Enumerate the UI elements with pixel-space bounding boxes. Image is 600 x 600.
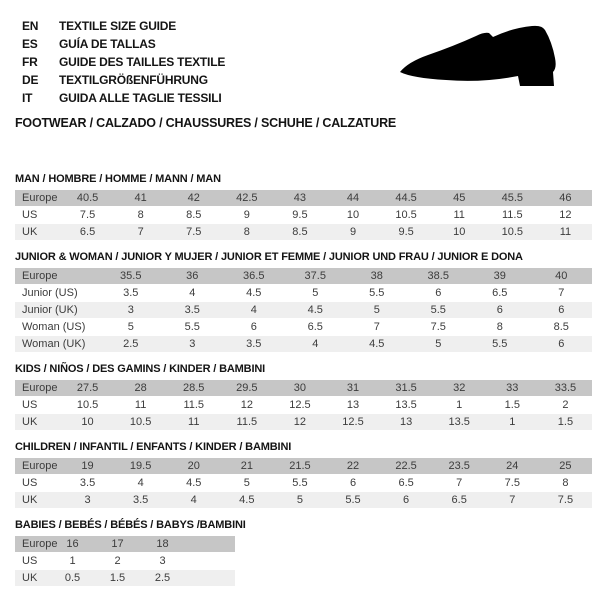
size-cell: 9 — [349, 226, 357, 238]
size-cell: 44 — [346, 192, 360, 204]
size-cell: 45.5 — [501, 192, 523, 204]
size-cell: 6 — [558, 304, 565, 316]
size-cell: 10.5 — [395, 209, 417, 221]
size-cell: 20 — [187, 460, 200, 472]
size-cell: 3.5 — [246, 338, 262, 350]
section-title: KIDS / NIÑOS / DES GAMINS / KINDER / BAMBINI — [15, 363, 266, 375]
size-cell: 2.5 — [123, 338, 139, 350]
document-header — [0, 0, 600, 130]
size-cell: 5.5 — [430, 304, 446, 316]
row-label: US — [22, 209, 38, 221]
size-cell: 4.5 — [239, 494, 255, 506]
table-body — [15, 268, 592, 352]
table-row — [15, 553, 235, 569]
size-cell: 8.5 — [292, 226, 308, 238]
size-cell: 5.5 — [184, 321, 200, 333]
size-cell: 12 — [293, 416, 307, 428]
size-cell: 36 — [186, 270, 199, 282]
language-code: IT — [22, 91, 33, 105]
size-table — [15, 379, 592, 431]
row-label: Europe — [22, 460, 58, 472]
size-cell: 4 — [189, 287, 196, 299]
size-cell: 5 — [243, 477, 250, 489]
size-cell: 5 — [296, 494, 303, 506]
size-cell: 36.5 — [243, 270, 265, 282]
size-cell: 35.5 — [120, 270, 142, 282]
size-cell: 7 — [456, 477, 463, 489]
size-cell: 29.5 — [236, 382, 258, 394]
size-cell: 10 — [346, 209, 360, 221]
tables — [0, 174, 600, 587]
size-cell: 31.5 — [395, 382, 417, 394]
size-cell: 38 — [370, 270, 383, 282]
table-row — [15, 570, 235, 586]
size-cell: 18 — [156, 538, 169, 550]
size-table — [15, 267, 592, 353]
size-cell: 11.5 — [502, 209, 523, 221]
size-cell: 8 — [496, 321, 503, 333]
size-cell: 33.5 — [554, 382, 577, 394]
language-code: ES — [22, 37, 38, 51]
size-cell: 13 — [346, 399, 360, 411]
size-cell: 3 — [189, 338, 196, 350]
size-cell: 42 — [187, 192, 200, 204]
size-cell: 1 — [456, 399, 463, 411]
size-cell: 10.5 — [129, 416, 152, 428]
size-cell: 2 — [114, 555, 121, 567]
size-cell: 8 — [137, 209, 144, 221]
table-row — [15, 536, 235, 552]
size-cell: 41 — [134, 192, 147, 204]
size-cell: 7.5 — [557, 494, 574, 506]
size-cell: 4.5 — [369, 338, 385, 350]
size-cell: 11.5 — [183, 399, 205, 411]
size-cell: 37.5 — [304, 270, 326, 282]
size-cell: 4 — [190, 494, 197, 506]
language-title: TEXTILE SIZE GUIDE — [59, 19, 177, 33]
size-cell: 6 — [558, 338, 565, 350]
size-cell: 13.5 — [448, 416, 470, 428]
size-cell: 1 — [69, 555, 76, 567]
row-label: Europe — [22, 192, 58, 204]
row-label: Woman (US) — [22, 321, 86, 333]
language-code: EN — [22, 19, 39, 33]
size-cell: 6.5 — [492, 287, 508, 299]
size-cell: 3.5 — [123, 287, 139, 299]
size-cell: 7 — [509, 494, 516, 506]
size-cell: 3.5 — [79, 477, 96, 489]
size-cell: 12.5 — [342, 416, 364, 428]
size-cell: 1.5 — [504, 399, 520, 411]
size-cell: 1 — [509, 416, 516, 428]
size-cell: 8 — [562, 477, 569, 489]
size-cell: 8.5 — [553, 321, 569, 333]
size-cell: 4.5 — [307, 304, 323, 316]
language-title: GUÍA DE TALLAS — [59, 37, 156, 51]
size-cell: 40.5 — [76, 192, 99, 204]
size-cell: 3 — [84, 494, 91, 506]
size-cell: 5.5 — [292, 477, 308, 489]
category-title: FOOTWEAR / CALZADO / CHAUSSURES / SCHUHE / CALZATURE — [15, 116, 397, 130]
size-cell: 32 — [453, 382, 466, 394]
size-cell: 6 — [435, 287, 442, 299]
size-cell: 3.5 — [184, 304, 200, 316]
size-cell: 13.5 — [395, 399, 417, 411]
size-cell: 8.5 — [186, 209, 202, 221]
size-cell: 27.5 — [76, 382, 99, 394]
row-label: US — [22, 477, 38, 489]
size-cell: 10.5 — [501, 226, 523, 238]
size-cell: 3 — [127, 304, 134, 316]
row-label: Europe — [22, 382, 58, 394]
size-cell: 2 — [562, 399, 569, 411]
size-cell: 16 — [66, 538, 79, 550]
language-code: DE — [22, 73, 39, 87]
language-code: FR — [22, 55, 38, 69]
size-cell: 6.5 — [451, 494, 467, 506]
table-body — [15, 536, 235, 586]
size-cell: 19.5 — [129, 460, 152, 472]
size-cell: 6 — [250, 321, 257, 333]
size-table-section — [15, 174, 585, 241]
table-body — [15, 380, 592, 430]
size-table-section — [15, 520, 585, 587]
size-cell: 17 — [111, 538, 124, 550]
size-cell: 5 — [435, 338, 442, 350]
size-cell: 9 — [243, 209, 250, 221]
language-title: TEXTILGRÖßENFÜHRUNG — [59, 73, 208, 87]
table-row — [15, 302, 592, 318]
table-body — [15, 458, 592, 508]
size-cell: 5.5 — [369, 287, 385, 299]
row-label: Woman (UK) — [22, 338, 86, 350]
size-cell: 6.5 — [307, 321, 323, 333]
size-cell: 7.5 — [186, 226, 202, 238]
size-cell: 11 — [559, 226, 572, 238]
size-cell: 44.5 — [395, 192, 417, 204]
size-cell: 40 — [555, 270, 568, 282]
size-cell: 5.5 — [492, 338, 508, 350]
language-title: GUIDE DES TAILLES TEXTILE — [59, 55, 226, 69]
spacer-cell — [185, 536, 235, 552]
size-cell: 38.5 — [427, 270, 449, 282]
size-cell: 1.5 — [109, 572, 126, 584]
shoe-icon — [392, 20, 582, 100]
size-cell: 12 — [559, 209, 572, 221]
size-cell: 30 — [293, 382, 307, 394]
row-label: US — [22, 399, 38, 411]
size-cell: 5 — [127, 321, 134, 333]
size-cell: 6 — [403, 494, 410, 506]
size-cell: 28.5 — [183, 382, 205, 394]
size-cell: 10.5 — [76, 399, 99, 411]
size-cell: 4 — [250, 304, 257, 316]
size-cell: 25 — [559, 460, 572, 472]
section-title: BABIES / BEBÉS / BÉBÉS / BABYS /BAMBINI — [15, 519, 246, 531]
size-cell: 19 — [81, 460, 94, 472]
size-cell: 11 — [134, 399, 147, 411]
size-cell: 42.5 — [236, 192, 258, 204]
size-cell: 12.5 — [289, 399, 311, 411]
size-cell: 45 — [453, 192, 466, 204]
size-cell: 24 — [506, 460, 519, 472]
size-cell: 5 — [373, 304, 380, 316]
size-cell: 4.5 — [246, 287, 262, 299]
size-cell: 4 — [312, 338, 319, 350]
size-cell: 6.5 — [79, 226, 96, 238]
table-row — [15, 336, 592, 352]
size-cell: 8 — [243, 226, 250, 238]
table-row — [15, 285, 592, 301]
size-cell: 6.5 — [398, 477, 414, 489]
row-label: US — [22, 555, 38, 567]
size-cell: 33 — [506, 382, 519, 394]
size-table — [15, 189, 592, 241]
size-cell: 3.5 — [132, 494, 149, 506]
size-cell: 7 — [137, 226, 144, 238]
section-title: JUNIOR & WOMAN / JUNIOR Y MUJER / JUNIOR ET FEMME / JUNIOR UND FRAU / JUNIOR E DONA — [15, 251, 523, 263]
row-label: UK — [22, 494, 38, 506]
size-cell: 46 — [559, 192, 572, 204]
size-cell: 9.5 — [292, 209, 308, 221]
table-row — [15, 414, 592, 430]
size-cell: 6 — [349, 477, 357, 489]
row-label: UK — [22, 572, 38, 584]
size-table-section — [15, 364, 585, 431]
size-cell: 7.5 — [430, 321, 446, 333]
size-table — [15, 457, 592, 509]
table-row — [15, 268, 592, 284]
language-title: GUIDA ALLE TAGLIE TESSILI — [59, 91, 222, 105]
size-cell: 7.5 — [504, 477, 520, 489]
size-table — [15, 535, 235, 587]
row-label: Junior (UK) — [22, 304, 78, 316]
size-cell: 22.5 — [395, 460, 417, 472]
size-cell: 22 — [346, 460, 360, 472]
size-cell: 23.5 — [448, 460, 470, 472]
size-table-section — [15, 252, 585, 353]
size-cell: 7 — [373, 321, 380, 333]
section-title: CHILDREN / INFANTIL / ENFANTS / KINDER / BAMBINI — [15, 441, 292, 453]
size-cell: 0.5 — [64, 572, 81, 584]
size-cell: 39 — [493, 270, 506, 282]
table-row — [15, 190, 592, 206]
size-cell: 12 — [240, 399, 253, 411]
size-cell: 1.5 — [557, 416, 574, 428]
table-row — [15, 475, 592, 491]
table-row — [15, 224, 592, 240]
size-cell: 5 — [312, 287, 319, 299]
row-label: Europe — [22, 538, 58, 550]
size-cell: 3 — [159, 555, 166, 567]
size-cell: 6 — [496, 304, 503, 316]
size-cell: 28 — [134, 382, 147, 394]
size-cell: 7 — [558, 287, 565, 299]
size-cell: 31 — [346, 382, 360, 394]
row-label: UK — [22, 416, 38, 428]
row-label: Junior (US) — [22, 287, 78, 299]
size-cell: 4.5 — [186, 477, 202, 489]
size-cell: 7.5 — [79, 209, 96, 221]
size-cell: 13 — [399, 416, 413, 428]
size-cell: 5.5 — [345, 494, 361, 506]
spacer-cell — [185, 553, 235, 569]
section-title: MAN / HOMBRE / HOMME / MANN / MAN — [15, 173, 221, 185]
size-cell: 11 — [188, 416, 200, 428]
table-row — [15, 458, 592, 474]
size-cell: 10 — [81, 416, 94, 428]
size-cell: 11.5 — [236, 416, 258, 428]
size-table-section — [15, 442, 585, 509]
size-cell: 21 — [240, 460, 253, 472]
table-row — [15, 397, 592, 413]
row-label: Europe — [22, 270, 58, 282]
table-row — [15, 492, 592, 508]
table-body — [15, 190, 592, 240]
size-cell: 2.5 — [154, 572, 171, 584]
size-cell: 11 — [453, 209, 465, 221]
size-cell: 21.5 — [289, 460, 311, 472]
spacer-cell — [185, 570, 235, 586]
size-cell: 43 — [293, 192, 307, 204]
row-label: UK — [22, 226, 38, 238]
size-cell: 10 — [453, 226, 466, 238]
table-row — [15, 380, 592, 396]
table-row — [15, 207, 592, 223]
size-cell: 4 — [137, 477, 144, 489]
table-row — [15, 319, 592, 335]
size-cell: 9.5 — [398, 226, 414, 238]
